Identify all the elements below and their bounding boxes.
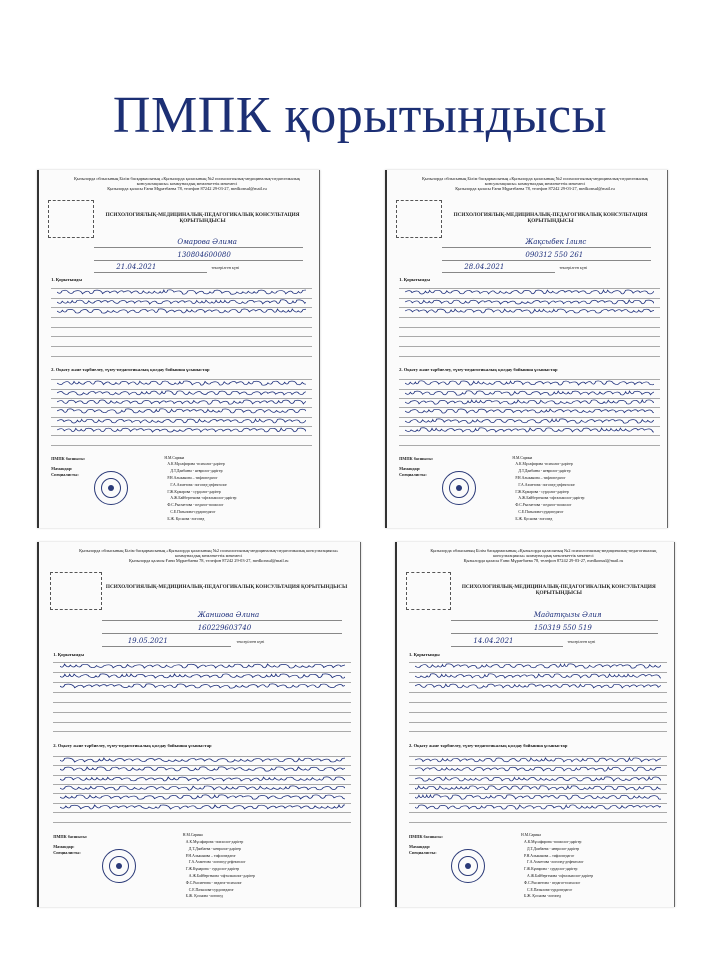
handwriting-line (57, 420, 306, 426)
ruled-line (399, 445, 659, 446)
specialists-label: Специалисты: (409, 850, 437, 855)
seal-emblem (456, 485, 462, 491)
ruled-line (399, 336, 659, 337)
handwriting-line (57, 392, 306, 398)
corner-stamp (406, 572, 451, 610)
official-seal (94, 471, 128, 505)
member-name: Г.А.Ахметова -логопед-дефектолог (518, 482, 576, 487)
member-name: Ф.С.Рысметова - педагог-психолог (185, 880, 242, 885)
official-seal (102, 849, 136, 883)
member-name: Г.А.Ахметова -логопед-дефектолог (188, 860, 246, 865)
handwriting-line (405, 301, 654, 307)
document-address: Қызылорда қаласы Ғани Мұратбаева 78, телефон 87242 29-03-27, medkonsul@mail.ru (107, 186, 267, 191)
member-name: Г.Ж.Кұмарова - сурдолог-дәрігер (515, 489, 569, 494)
members-label: Мамандар: (409, 844, 431, 849)
document-scan (395, 542, 675, 907)
member-name: Г.Ж.Кұмарова - сурдолог-дәрігер (167, 489, 221, 494)
name-field (451, 611, 658, 621)
handwriting-line (415, 666, 661, 672)
seal-emblem (108, 485, 114, 491)
date-field (94, 263, 240, 273)
corner-stamp (48, 200, 93, 238)
section-recommendations: 2. Оқыту және тәрбиелеу, түзеу-педагогикалық қолдау бойынша ұсыныстар (409, 742, 568, 748)
signature-labels (53, 834, 87, 856)
handwriting-line (60, 787, 345, 793)
ruled-line (409, 722, 667, 723)
document-header (71, 176, 303, 191)
handwriting-line (57, 401, 306, 407)
section-recommendations: 2. Оқыту және тәрбиелеу, түзеу-педагогикалық қолдау бойынша ұсыныстар (53, 742, 212, 748)
member-name: Б.Ж. Қоснова -логопед (515, 516, 553, 521)
handwriting-line (60, 759, 345, 765)
ruled-line (51, 327, 311, 328)
signature-labels (409, 834, 443, 856)
document-scan (37, 542, 361, 907)
signatories-list (164, 455, 236, 523)
ruled-line (409, 822, 667, 823)
members-label: Мамандар: (53, 844, 75, 849)
handwriting-line (405, 411, 654, 417)
handwriting-line (60, 797, 345, 803)
ruled-line (399, 435, 659, 436)
ruled-line (53, 812, 351, 813)
handwriting-line (57, 292, 306, 298)
specialists-label: Специалисты: (51, 472, 79, 478)
handwriting-line (57, 383, 306, 389)
handwriting-line (415, 759, 661, 765)
handwriting-line (415, 787, 661, 793)
document-address: Қызылорда қаласы Ғани Мұратбаева 78, телефон 87242 29-03-27, medkonsul@mail.ru (128, 558, 289, 563)
ruled-line (53, 822, 351, 823)
document-header-text: Қызылорда облысының Білім басқармасының «Қызылорда қаласының №2 психологиялық-медициналық-педагогикалық консультациясы» коммуналдық мемлекеттік мекемесі (421, 176, 649, 186)
ruled-line (51, 317, 311, 318)
ruled-line (53, 731, 351, 732)
date-field (102, 636, 265, 647)
handwriting-line (60, 778, 345, 784)
corner-stamp (50, 572, 102, 610)
handwriting-line (57, 282, 306, 288)
ruled-line (51, 435, 311, 436)
slide-title: ПМПК қорытындысы (112, 87, 608, 144)
section-recommendations: 2. Оқыту және тәрбиелеу, түзеу-педагогикалық қолдау бойынша ұсыныстар (399, 366, 558, 372)
ruled-line (409, 712, 667, 713)
chair-label: ПМПК басшысы: (53, 834, 88, 839)
handwritten-iin: 150319 550 519 (533, 624, 592, 633)
section-conclusion: 1. Қорытынды (399, 277, 430, 283)
section-conclusion: 1. Қорытынды (51, 277, 82, 283)
member-name: Р.Н.Альжанова – тифлопедагог (515, 476, 566, 480)
member-name: Б.Ж. Қоснова -логопед (185, 894, 223, 899)
member-name: А.К.Мұсафирова -психолог-дәрігер (515, 462, 573, 467)
member-name: А.Ж.Байбергенова -офтальмолог-дәрігер (518, 496, 585, 501)
member-name: Б.Ж. Қоснова -логопед (524, 894, 561, 899)
members-label: Мамандар: (51, 466, 73, 472)
handwriting-line (405, 420, 654, 426)
date-caption: тексерілген күні (236, 638, 265, 644)
chair-name: Н.М.Сарина (521, 833, 541, 838)
seal-emblem (465, 863, 471, 869)
document-scan (37, 170, 320, 528)
member-name: Р.Н.Альжанова – тифлопедагог (524, 853, 575, 858)
ruled-line (409, 702, 667, 703)
member-name: Б.Ж. Қоснова -логопед (167, 516, 205, 521)
handwritten-name: Мадатқызы Әлия (533, 611, 602, 620)
iin-field (102, 624, 342, 634)
ruled-line (399, 356, 659, 357)
signature-labels (399, 456, 433, 478)
handwritten-date: 28.04.2021 (464, 263, 505, 272)
handwriting-line (60, 676, 345, 682)
ruled-line (53, 722, 351, 723)
name-field (442, 238, 651, 248)
member-name: Г.Ж.Кұмарова - сурдолог-дәрігер (185, 867, 240, 872)
chair-label: ПМПК басшысы: (51, 456, 86, 462)
member-name: С.Е.Пазылова-сурдопедагог (527, 887, 573, 892)
member-name: Д.Т.Даибаева - невролог-дәрігер (527, 846, 580, 851)
handwritten-date: 14.04.2021 (473, 636, 514, 645)
chair-name: Н.М.Сарина (182, 833, 203, 838)
member-name: А.Ж.Байбергенова -офтальмолог-дәрігер (527, 873, 594, 878)
ruled-line (399, 327, 659, 328)
member-name: А.Ж.Байбергенова -офтальмолог-дәрігер (188, 873, 255, 878)
handwriting-line (60, 750, 345, 756)
handwriting-line (405, 282, 654, 288)
member-name: А.Ж.Байбергенова -офтальмолог-дәрігер (170, 496, 237, 501)
members-label: Мамандар: (399, 466, 421, 472)
handwriting-line (60, 656, 345, 662)
date-caption: тексерілген күні (567, 638, 596, 644)
handwriting-line (415, 778, 661, 784)
member-name: Г.А.Ахметова -логопед-дефектолог (527, 860, 584, 865)
document-title: ПСИХОЛОГИЯЛЫҚ-МЕДИЦИНАЛЫҚ-ПЕДАГОГИКАЛЫҚ КОНСУЛЬТАЦИЯ ҚОРЫТЫНДЫСЫ (105, 212, 300, 224)
date-field (451, 636, 596, 647)
member-name: А.К.Мұсафирова -психолог-дәрігер (167, 462, 225, 467)
ruled-line (53, 712, 351, 713)
member-name: Д.Т.Даибаева - невролог-дәрігер (518, 469, 571, 474)
document-header-text: Қызылорда облысының Білім басқармасының «Қызылорда қаласының №2 психологиялық-медициналық-педагогикалық консультациясы» коммуналдық мемлекеттік мекемесі (79, 548, 339, 558)
signatories-list (183, 832, 255, 900)
handwritten-iin: 130804600080 (177, 250, 231, 259)
ruled-line (51, 356, 311, 357)
date-field (442, 263, 588, 273)
ruled-line (399, 346, 659, 347)
handwriting-line (405, 373, 654, 379)
section-conclusion: 1. Қорытынды (53, 651, 84, 657)
document-header (429, 548, 659, 563)
handwriting-line (415, 750, 661, 756)
member-name: Р.Н.Альжанова – тифлопедагог (185, 853, 236, 858)
handwriting-line (405, 292, 654, 298)
signatories-list (521, 832, 593, 900)
member-name: Ф.С.Рысметова - педагог-психолог (515, 503, 572, 508)
document-title: ПСИХОЛОГИЯЛЫҚ-МЕДИЦИНАЛЫҚ-ПЕДАГОГИКАЛЫҚ КОНСУЛЬТАЦИЯ ҚОРЫТЫНДЫСЫ (453, 212, 648, 224)
handwriting-line (415, 769, 661, 775)
member-name: Г.Ж.Кұмарова - сурдолог-дәрігер (524, 867, 578, 872)
ruled-line (409, 812, 667, 813)
handwriting-line (415, 797, 661, 803)
member-name: А.К.Мұсафирова -психолог-дәрігер (524, 839, 582, 844)
iin-field (442, 251, 651, 261)
document-header-text: Қызылорда облысының Білім басқармасының «Қызылорда қаласының №2 психологиялық-медициналық-педагогикалық консультациясы» коммуналдық мемлекеттік мекемесі (73, 176, 301, 186)
chair-label: ПМПК басшысы: (399, 456, 434, 462)
section-recommendations: 2. Оқыту және тәрбиелеу, түзеу-педагогикалық қолдау бойынша ұсыныстар (51, 366, 210, 372)
document-header (419, 176, 651, 191)
member-name: С.Е.Пазылова-сурдопедагог (518, 509, 564, 514)
document-title: ПСИХОЛОГИЯЛЫҚ-МЕДИЦИНАЛЫҚ-ПЕДАГОГИКАЛЫҚ КОНСУЛЬТАЦИЯ ҚОРЫТЫНДЫСЫ (461, 584, 656, 596)
member-name: Д.Т.Даибаева - невролог-дәрігер (188, 846, 241, 851)
handwriting-line (405, 401, 654, 407)
specialists-label: Специалисты: (53, 850, 81, 855)
ruled-line (409, 692, 667, 693)
member-name: Г.А.Ахметова -логопед-дефектолог (170, 482, 228, 487)
member-name: Ф.С.Рысметова - педагог-психолог (524, 880, 581, 885)
handwritten-iin: 160229603740 (197, 624, 252, 633)
seal-emblem (116, 863, 122, 869)
ruled-line (51, 445, 311, 446)
specialists-label: Специалисты: (399, 472, 427, 478)
section-conclusion: 1. Қорытынды (409, 651, 440, 657)
corner-stamp (396, 200, 441, 238)
document-address: Қызылорда қаласы Ғани Мұратбаева 78, телефон 87242 29-03-27, medkonsul@mail.ru (463, 558, 624, 563)
document-scan (385, 170, 668, 528)
member-name: С.Е.Пазылова-сурдопедагог (188, 887, 234, 892)
ruled-line (53, 702, 351, 703)
date-caption: тексерілген күні (559, 265, 588, 271)
document-header-text: Қызылорда облысының Білім басқармасының «Қызылорда қаласының №2 психологиялық-медициналық-педагогикалық консультациясы» коммуналдық мемлекеттік мекемесі (430, 548, 657, 558)
handwritten-name: Омарова Әлима (177, 238, 237, 247)
handwriting-line (57, 373, 306, 379)
handwriting-line (60, 666, 345, 672)
handwriting-line (57, 301, 306, 307)
handwriting-line (57, 411, 306, 417)
date-caption: тексерілген күні (211, 265, 240, 271)
handwritten-date: 19.05.2021 (127, 636, 168, 645)
member-name: С.Е.Пазылова-сурдопедагог (170, 509, 216, 514)
member-name: Ф.С.Рысметова - педагог-психолог (167, 503, 224, 508)
document-title: ПСИХОЛОГИЯЛЫҚ-МЕДИЦИНАЛЫҚ-ПЕДАГОГИКАЛЫҚ КОНСУЛЬТАЦИЯ ҚОРЫТЫНДЫСЫ (105, 584, 348, 590)
name-field (102, 611, 342, 621)
iin-field (451, 624, 658, 634)
chair-name: Н.М.Сарина (512, 455, 533, 460)
handwriting-line (415, 656, 661, 662)
member-name: Д.Т.Даибаева - невролог-дәрігер (170, 469, 223, 474)
ruled-line (409, 731, 667, 732)
signatories-list (512, 455, 584, 523)
name-field (94, 238, 303, 248)
handwritten-date: 21.04.2021 (116, 263, 157, 272)
handwriting-line (60, 769, 345, 775)
official-seal (442, 471, 476, 505)
handwritten-name: Жаншова Әлина (197, 611, 260, 620)
handwriting-line (405, 392, 654, 398)
official-seal (451, 849, 485, 883)
iin-field (94, 251, 303, 261)
ruled-line (53, 692, 351, 693)
chair-label: ПМПК басшысы: (409, 834, 443, 839)
handwriting-line (405, 383, 654, 389)
ruled-line (51, 336, 311, 337)
document-address: Қызылорда қаласы Ғани Мұратбаева 78, телефон 87242 29-03-27, medkonsul@mail.ru (455, 186, 615, 191)
ruled-line (51, 346, 311, 347)
handwritten-iin: 090312 550 261 (525, 250, 584, 259)
member-name: Р.Н.Альжанова – тифлопедагог (167, 476, 218, 480)
handwritten-name: Жақсыбек Ілияс (525, 238, 587, 247)
document-header (76, 548, 342, 563)
handwriting-line (415, 676, 661, 682)
signature-labels (51, 456, 85, 478)
ruled-line (399, 317, 659, 318)
chair-name: Н.М.Сарина (164, 455, 185, 460)
member-name: А.К.Мұсафирова -психолог-дәрігер (185, 839, 244, 844)
